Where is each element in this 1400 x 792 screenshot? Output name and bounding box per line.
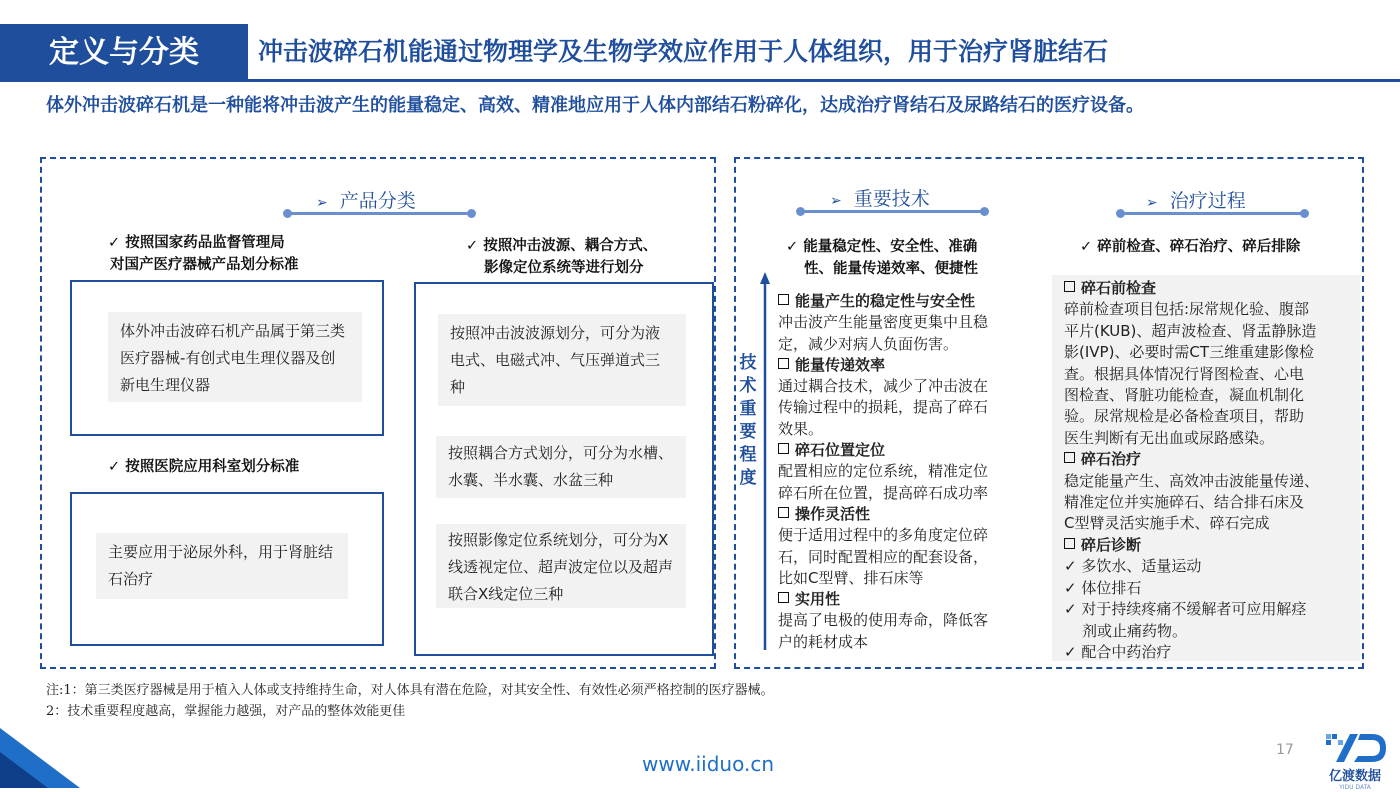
box-source-type: 按照冲击波波源划分，可分为液电式、电磁式冲、气压弹道式三种 bbox=[438, 314, 686, 406]
criteria-source: ✓ 按照冲击波源、耦合方式、 影像定位系统等进行划分 bbox=[466, 238, 658, 276]
check-icon: ✓ bbox=[1064, 578, 1077, 597]
tech-summary: ✓ 能量稳定性、安全性、准确 性、能量传递效率、便捷性 bbox=[786, 239, 978, 277]
underline-dot-right bbox=[1300, 209, 1309, 218]
section-underline bbox=[290, 212, 470, 215]
logo-mark-icon bbox=[1320, 728, 1390, 766]
square-bullet-icon bbox=[778, 294, 789, 305]
check-icon: ✓ bbox=[1080, 239, 1093, 255]
box-imaging-type: 按照影像定位系统划分，可分为X线透视定位、超声波定位以及超声联合X线定位三种 bbox=[436, 524, 686, 608]
underline-dot-right bbox=[980, 207, 989, 216]
check-icon: ✓ bbox=[786, 239, 799, 255]
square-bullet-icon bbox=[1064, 452, 1075, 463]
box-nmpa-class: 体外冲击波碎石机产品属于第三类医疗器械-有创式电生理仪器及创新电生理仪器 bbox=[108, 312, 362, 402]
check-icon: ✓ bbox=[466, 238, 479, 254]
website-link[interactable]: www.iiduo.cn bbox=[642, 752, 774, 776]
check-icon: ✓ bbox=[1064, 642, 1077, 661]
tech-item: 操作灵活性 便于适用过程中的多角度定位碎 石，同时配置相应的配套设备， 比如C型臂、排石床等 bbox=[778, 504, 989, 587]
intro-text: 体外冲击波碎石机是一种能将冲击波产生的能量稳定、高效、精准地应用于人体内部结石粉碎化，达成治疗肾结石及尿路结石的医疗设备。 bbox=[46, 95, 1144, 116]
section-underline bbox=[803, 210, 983, 213]
process-title: ➢ 治疗过程 bbox=[1146, 190, 1246, 212]
check-icon: ✓ bbox=[1064, 600, 1077, 619]
square-bullet-icon bbox=[1064, 281, 1075, 292]
check-icon: ✓ bbox=[1064, 557, 1077, 576]
logo-text: 亿渡数据 bbox=[1328, 769, 1381, 784]
underline-dot-right bbox=[467, 209, 476, 218]
square-bullet-icon bbox=[778, 507, 789, 518]
tech-item: 实用性 提高了电极的使用寿命，降低客 户的耗材成本 bbox=[778, 590, 989, 651]
tech-title: ➢ 重要技术 bbox=[830, 188, 930, 210]
header-rule bbox=[248, 79, 1400, 82]
square-bullet-icon bbox=[778, 443, 789, 454]
tech-list bbox=[778, 291, 1040, 653]
arrow-right-icon: ➢ bbox=[316, 195, 328, 211]
criteria-nmpa: ✓ 按照国家药品监督管理局 对国产医疗器械产品划分标准 bbox=[108, 235, 299, 273]
arrow-right-icon: ➢ bbox=[1146, 195, 1158, 211]
page-title: 冲击波碎石机能通过物理学及生物学效应作用于人体组织，用于治疗肾脏结石 bbox=[258, 37, 1109, 66]
check-icon: ✓ bbox=[108, 235, 121, 251]
tech-item: 碎石位置定位 配置相应的定位系统，精准定位 碎石所在位置，提高碎石成功率 bbox=[778, 441, 989, 502]
logo-subtext: YIDU DATA bbox=[1339, 784, 1371, 791]
corner-decoration bbox=[0, 728, 80, 788]
importance-axis-label: 技术重要程度 bbox=[739, 353, 757, 488]
company-logo bbox=[1320, 728, 1390, 791]
square-bullet-icon bbox=[778, 358, 789, 369]
treatment-process-box: 碎石前检查 碎前检查项目包括:尿常规化验、腹部 平片(KUB)、超声波检查、肾盂静脉造 影(IVP)、必要时需CT三维重建影像检 查。根据具体情况行肾图检查、心电 图检查、肾脏功能检查，凝血机制化 验。尿常规检是必备检查项目，帮助 医生判断有无出血或尿路感染。 碎石治疗 稳定能量产生、高效冲击波能量传递、 精准定位并实施碎石、结合排石床及 C型臂灵活实施手术、碎石完成 碎后诊断 ✓ 多饮水、适量运动 ✓ 体位排石 ✓ 对于持续疼痛不缓解者可应用解痉 剂或止痛药物。 ✓ 配合中药治疗 bbox=[1052, 275, 1360, 661]
check-icon: ✓ bbox=[108, 459, 121, 475]
box-department: 主要应用于泌尿外科，用于肾脏结石治疗 bbox=[96, 533, 348, 599]
square-bullet-icon bbox=[1064, 538, 1075, 549]
importance-axis-arrow bbox=[759, 272, 771, 652]
arrow-right-icon: ➢ bbox=[830, 193, 842, 209]
section-tag: 定义与分类 bbox=[0, 24, 248, 82]
footnotes: 注:1：第三类医疗器械是用于植入人体或支持维持生命，对人体具有潜在危险，对其安全性、有效性必须严格控制的医疗器械。 2：技术重要程度越高，掌握能力越强，对产品的整体效能更佳 bbox=[46, 683, 774, 719]
product-classification-title: ➢ 产品分类 bbox=[316, 190, 416, 212]
process-summary: ✓ 碎前检查、碎石治疗、碎后排除 bbox=[1080, 239, 1301, 255]
criteria-department: ✓ 按照医院应用科室划分标准 bbox=[108, 459, 300, 475]
tech-item: 能量传递效率 通过耦合技术，减少了冲击波在 传输过程中的损耗，提高了碎石 效果。 bbox=[778, 355, 989, 438]
square-bullet-icon bbox=[778, 592, 789, 603]
box-coupling-type: 按照耦合方式划分，可分为水槽、水囊、半水囊、水盆三种 bbox=[436, 436, 686, 498]
page-number: 17 bbox=[1276, 742, 1294, 758]
tech-item: 能量产生的稳定性与安全性 冲击波产生能量密度更集中且稳 定，减少对病人负面伤害。 bbox=[778, 292, 989, 353]
section-underline bbox=[1123, 212, 1303, 215]
